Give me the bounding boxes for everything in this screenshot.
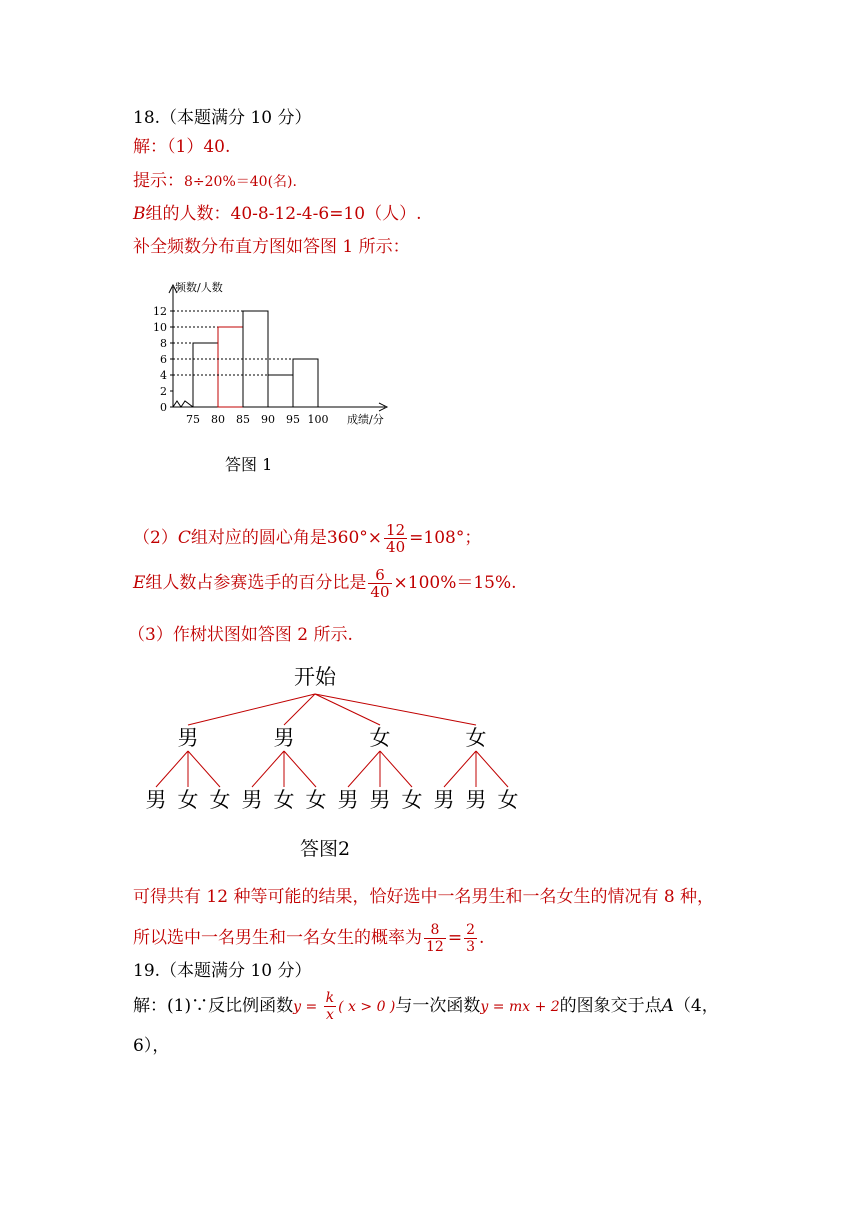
prob-den-1: 12 [426, 939, 444, 955]
tree-level2-node: 女 [305, 788, 327, 812]
x-tick-label: 100 [307, 413, 329, 426]
tree-level2-node: 男 [465, 788, 487, 812]
y-tick-label: 10 [153, 321, 167, 334]
tree-caption: 答图2 [300, 838, 351, 860]
prob-num-2: 2 [466, 922, 475, 938]
tree-level2-node: 男 [433, 788, 455, 812]
bar-95-100 [293, 359, 318, 407]
c-result: =108°； [409, 528, 482, 548]
c-var: C [177, 528, 191, 548]
prob-num-1: 8 [424, 922, 446, 939]
f1-y: y [293, 999, 302, 1015]
prob-end: . [479, 928, 485, 948]
e-fraction [368, 567, 391, 600]
q19-header: 19.（本题满分 10 分） [133, 961, 312, 981]
hint-line [133, 170, 297, 193]
e-text: 组人数占参赛选手的百分比是 [145, 573, 367, 593]
b-group-text: 组的人数：40-8-12-4-6=10（人）. [145, 204, 422, 224]
x-tick-label: 75 [186, 413, 200, 426]
tree-edge-level1 [284, 751, 316, 787]
tree-edge-level1 [476, 751, 508, 787]
bar-90-95 [268, 375, 293, 407]
tree-level2-node: 女 [273, 788, 295, 812]
c-text: 组对应的圆心角是360°× [190, 528, 383, 548]
tree-edge-level1 [348, 751, 380, 787]
b-group-line [133, 203, 421, 225]
tree-edge-root [284, 694, 315, 725]
result-line-2-text: 所以选中一名男生和一名女生的概率为 [133, 928, 422, 948]
f1-num: k [325, 990, 335, 1006]
chart-caption: 答图 1 [225, 455, 273, 474]
x-axis-label: 成绩/分 [347, 413, 384, 426]
x-tick-label: 80 [211, 413, 225, 426]
axis-break [173, 401, 193, 407]
tree-level2-node: 男 [241, 788, 263, 812]
tree-edge-level1 [444, 751, 476, 787]
q19-line-1 [133, 986, 719, 1026]
q19-text-b: 与一次函数 [395, 996, 481, 1016]
tree-edge-level1 [188, 751, 220, 787]
tree-level2-node: 女 [209, 788, 231, 812]
f1-den: x [325, 1007, 334, 1023]
tree-diagram [140, 662, 560, 822]
tree-edge-root [315, 694, 476, 725]
tree-level1-node: 男 [177, 726, 199, 750]
f1-eq: = [301, 999, 322, 1015]
tree-level2-node: 女 [401, 788, 423, 812]
f1-condition: ( x > 0 ) [338, 999, 396, 1015]
part2-prefix: （2） [133, 528, 178, 548]
hint-expression: 8÷20%＝40(名). [184, 174, 297, 190]
answer-value: 40. [203, 137, 231, 157]
e-fraction-num: 6 [368, 567, 391, 584]
prob-den-2: 3 [466, 939, 475, 955]
x-tick-label: 95 [286, 413, 300, 426]
q19-text-a: 解：(1)∵反比例函数 [133, 996, 294, 1016]
tree-level1-node: 男 [273, 726, 295, 750]
y-axis-label: 频数/人数 [175, 281, 223, 294]
f2-expression: y = mx + 2 [480, 999, 560, 1015]
answer-prefix: 解：（1） [133, 137, 204, 157]
tree-root: 开始 [294, 665, 336, 689]
e-fraction-den: 40 [370, 583, 390, 601]
y-tick-label: 0 [160, 401, 167, 414]
result-line-1: 可得共有 12 种等可能的结果，恰好选中一名男生和一名女生的情况有 8 种， [133, 887, 715, 907]
tree-edge-level1 [252, 751, 284, 787]
complete-chart-text: 补全频数分布直方图如答图 1 所示： [133, 237, 410, 257]
histogram-chart [135, 275, 425, 435]
tree-edge-level1 [156, 751, 188, 787]
y-tick-label: 8 [160, 337, 167, 350]
q18-answer-1 [133, 136, 230, 158]
point-coords-a: （4， [673, 996, 719, 1016]
e-result: ×100%＝15%. [393, 573, 517, 593]
c-fraction-num: 12 [386, 521, 406, 539]
tree-level2-node: 男 [337, 788, 359, 812]
prob-fraction-1 [424, 922, 446, 955]
e-var: E [133, 573, 146, 593]
b-group-var: B [133, 204, 146, 224]
part2-c-line [133, 518, 481, 558]
q19-line-2: 6）， [133, 1036, 170, 1056]
tree-level1-node: 女 [465, 726, 487, 750]
f1-fraction [324, 990, 336, 1023]
tree-level2-node: 男 [145, 788, 167, 812]
tree-level2-node: 男 [369, 788, 391, 812]
point-var: A [661, 996, 674, 1016]
result-line-2 [133, 918, 484, 958]
y-tick-label: 2 [160, 385, 167, 398]
prob-fraction-2 [464, 922, 477, 955]
y-tick-label: 4 [160, 369, 167, 382]
x-tick-label: 85 [236, 413, 250, 426]
bar-80-85 [218, 327, 243, 407]
x-tick-label: 90 [261, 413, 275, 426]
c-fraction-den: 40 [386, 538, 406, 556]
y-tick-label: 6 [160, 353, 167, 366]
tree-edge-root [188, 694, 315, 725]
tree-edge-level1 [380, 751, 412, 787]
y-tick-label: 12 [153, 305, 167, 318]
hint-label: 提示： [133, 171, 184, 191]
c-fraction [384, 522, 407, 555]
tree-level2-node: 女 [497, 788, 519, 812]
tree-level1-node: 女 [369, 726, 391, 750]
part3-text: （3）作树状图如答图 2 所示. [128, 625, 353, 645]
q19-text-c: 的图象交于点 [559, 996, 662, 1016]
tree-edge-root [315, 694, 380, 725]
tree-level2-node: 女 [177, 788, 199, 812]
q18-header: 18.（本题满分 10 分） [133, 108, 312, 128]
part2-e-line [133, 563, 517, 603]
prob-equals: = [447, 928, 463, 948]
